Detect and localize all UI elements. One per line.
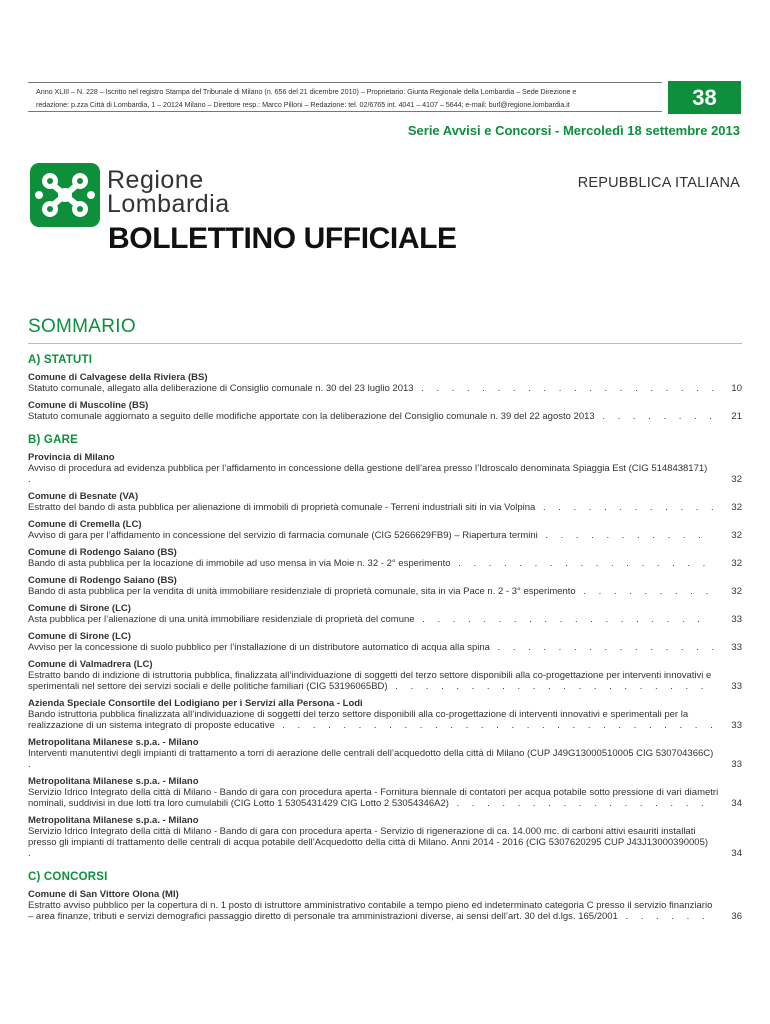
toc-entry[interactable] [28,815,742,859]
toc-entry[interactable] [28,659,742,692]
entry-organization: Comune di Muscoline (BS) [28,400,149,411]
dot-leader: . . . . . . . . . . . . . . . . . [448,798,709,809]
entry-text: Bando istruttoria pubblica finalizzata all’individuazione di soggetti del terzo settore disponibili alla co-progettazione di interventi innovativi e sperimentali per la realizzazione di un sistema integrato di proposte educative [28,709,689,731]
entry-text: Bando di asta pubblica per la locazione di immobile ad uso mensa in via Moie n. 32 - 2° esperimento [28,558,451,569]
dot-leader: . . . . . . . . . . . . . . . . . . . . [413,383,720,394]
issue-number-badge: 38 [668,81,741,114]
dot-leader: . . . . . . . . . . . . . . . . . . . . . . . . . . . . . [274,720,718,731]
entry-organization: Metropolitana Milanese s.p.a. - Milano [28,815,199,826]
entry-text: Estratto del bando di asta pubblica per alienazione di immobili di proprietà comunale - Terreni industriali siti in via Volpina [28,502,536,513]
dot-leader: . . . . . . . . [594,411,717,422]
dot-leader: . [28,474,36,485]
entry-text: Avviso di procedura ad evidenza pubblica per l’affidamento in concessione della gestione dell’area presso l’Idroscalo denominata Spiaggia Est (CIG 5148438171) [28,463,708,474]
entry-page-number: 10 [731,383,742,394]
entry-description [28,463,742,485]
entry-page-number: 33 [731,720,742,731]
entry-text: Estratto bando di indizione di istruttoria pubblica, finalizzata all’individuazione di soggetti del terzo settore disponibili alla co-progettazione per interventi innovativi e sperimentali nel settore dei servizi sociali e delle politiche familiari (CIG 53196065BD) [28,670,712,692]
entry-organization: Comune di Sirone (LC) [28,603,131,614]
entry-organization: Comune di Rodengo Saiano (BS) [28,575,177,586]
rosa-camuna-icon [30,163,100,227]
series-title: Serie Avvisi e Concorsi - Mercoledì 18 settembre 2013 [407,123,740,138]
toc-entry[interactable] [28,372,742,394]
toc-entry[interactable] [28,519,742,541]
toc-entry[interactable] [28,400,742,422]
entry-page-number: 32 [731,586,742,597]
republic-label: REPUBBLICA ITALIANA [577,175,740,191]
entry-page-number: 32 [731,502,742,513]
entry-organization: Comune di Cremella (LC) [28,519,142,530]
entry-description [28,900,742,922]
dot-leader: . . . . . . . . . . . . . . . . . . . . . [387,681,709,692]
section-title: A) STATUTI [28,354,93,366]
entry-text: Servizio Idrico Integrato della città di Milano - Bando di gara con procedura aperta - Servizio di rigenerazione di ca. 14.000 mc. di carboni attivi esauriti installati presso gli impianti di trattamento delle centrali di acqua potabile dell’Acquedotto della città di Milano. Anni 2014 - 2016 (CIG 5307620295 CUP J43J13000390005) [28,826,709,848]
entry-text: Bando di asta pubblica per la vendita di unità immobiliare residenziale di proprietà comunale, sita in via Pace n. 2 - 3° esperimento [28,586,576,597]
toc-entry[interactable] [28,698,742,731]
entry-description [28,670,742,692]
bulletin-title: BOLLETTINO UFFICIALE [108,222,457,255]
entry-description [28,709,742,731]
dot-leader: . [28,848,36,859]
dot-leader: . . . . . . . . . . . . . . . . . . . [414,614,705,625]
dot-leader: . . . . . . [617,911,710,922]
dot-leader: . . . . . . . . . [575,586,714,597]
entry-organization: Comune di Sirone (LC) [28,631,131,642]
entry-organization: Comune di Rodengo Saiano (BS) [28,547,177,558]
entry-description [28,558,742,569]
entry-page-number: 36 [731,911,742,922]
entry-description [28,411,742,422]
entry-page-number: 32 [731,474,742,485]
entry-text: Estratto avviso pubblico per la copertura di n. 1 posto di istruttore amministrativo contabile a tempo pieno ed indeterminato categoria C presso il servizio finanziario – area finanze, tributi e servizi demografici passaggio diretto di personale tra amministrazioni diverse, ai sensi dell’art. 30 del d.lgs. 165/2001 [28,900,713,922]
table-of-contents [28,354,742,934]
summary-title: SOMMARIO [28,316,136,337]
entry-text: Asta pubblica per l’alienazione di una unità immobiliare residenziale di proprietà del comune [28,614,415,625]
logo-line-regione: Regione [107,166,204,194]
toc-section [28,871,742,922]
entry-text: Statuto comunale, allegato alla deliberazione di Consiglio comunale n. 30 del 23 luglio 2013 [28,383,414,394]
entry-description [28,383,742,394]
entry-page-number: 32 [731,530,742,541]
entry-organization: Azienda Speciale Consortile del Lodigiano per i Servizi alla Persona - Lodi [28,698,363,709]
entry-organization: Metropolitana Milanese s.p.a. - Milano [28,737,199,748]
entry-organization: Comune di San Vittore Olona (MI) [28,889,179,900]
toc-entry[interactable] [28,452,742,485]
entry-organization: Comune di Besnate (VA) [28,491,139,502]
logo-wordmark [107,168,230,216]
entry-page-number: 33 [731,681,742,692]
entry-page-number: 33 [731,642,742,653]
publication-info-line-1: Anno XLIII – N. 228 – Iscritto nel registro Stampa del Tribunale di Milano (n. 656 del 21 dicembre 2010) – Proprietario: Giunta Regionale della Lombardia – Sede Direzione e [36,87,577,96]
toc-entry[interactable] [28,631,742,653]
entry-organization: Comune di Calvagese della Riviera (BS) [28,372,208,383]
publication-info-line-2: redazione: p.zza Città di Lombardia, 1 – 20124 Milano – Direttore resp.: Marco Pilloni – Redazione: tel. 02/6765 int. 4041 – 4107 – 5644; e-mail: burl@regione.lombardia.it [36,99,570,109]
toc-section [28,354,742,422]
entry-page-number: 34 [731,848,742,859]
entry-page-number: 33 [731,759,742,770]
entry-description [28,642,742,653]
entry-organization: Provincia di Milano [28,452,115,463]
section-title: B) GARE [28,434,78,446]
toc-entry[interactable] [28,776,742,809]
dot-leader: . . . . . . . . . . . . [535,502,719,513]
dot-leader: . [28,759,36,770]
toc-section [28,434,742,859]
entry-description [28,614,742,625]
logo-line-lombardia: Lombardia [107,190,230,218]
toc-entry[interactable] [28,603,742,625]
entry-description [28,502,742,513]
toc-entry[interactable] [28,491,742,513]
section-title: C) CONCORSI [28,871,108,883]
entry-text: Statuto comunale aggiornato a seguito delle modifiche apportate con la deliberazione del Consiglio comunale n. 39 del 22 agosto 2013 [28,411,595,422]
entry-description [28,530,742,541]
header-top-rule [28,82,662,83]
entry-text: Servizio Idrico Integrato della città di Milano - Bando di gara con procedura aperta - Fornitura biennale di contatori per acqua potabile sotto pressione di vari diametri nominali, suddivisi in due lotti tra loro cumulabili (CIG Lotto 1 5305431429 CIG Lotto 2 53054346A2) [28,787,719,809]
entry-page-number: 33 [731,614,742,625]
regione-lombardia-logo-icon [30,163,100,227]
publication-info [36,86,658,111]
entry-organization: Metropolitana Milanese s.p.a. - Milano [28,776,199,787]
entry-description [28,586,742,597]
entry-description [28,826,742,859]
entry-text: Avviso di gara per l’affidamento in concessione del servizio di farmacia comunale (CIG 5266629FB9) – Riapertura termini [28,530,538,541]
header-bottom-rule [28,111,662,112]
entry-text: Avviso per la concessione di suolo pubblico per l’installazione di un distributore automatico di acqua alla spina [28,642,490,653]
entry-page-number: 32 [731,558,742,569]
toc-entry[interactable] [28,575,742,597]
toc-entry[interactable] [28,737,742,770]
dot-leader: . . . . . . . . . . . . . . . . . [450,558,711,569]
entry-description [28,748,742,770]
dot-leader: . . . . . . . . . . . [537,530,706,541]
entry-text: Interventi manutentivi degli impianti di trattamento a torri di aerazione delle centrali dell’acquedotto della città di Milano (CUP J49G13000510005 CIG 530704366C) [28,748,714,759]
entry-page-number: 34 [731,798,742,809]
entry-description [28,787,742,809]
entry-organization: Comune di Valmadrera (LC) [28,659,153,670]
entry-page-number: 21 [731,411,742,422]
toc-entry[interactable] [28,547,742,569]
toc-entry[interactable] [28,889,742,922]
summary-rule [28,343,742,344]
dot-leader: . . . . . . . . . . . . . . . [489,642,720,653]
